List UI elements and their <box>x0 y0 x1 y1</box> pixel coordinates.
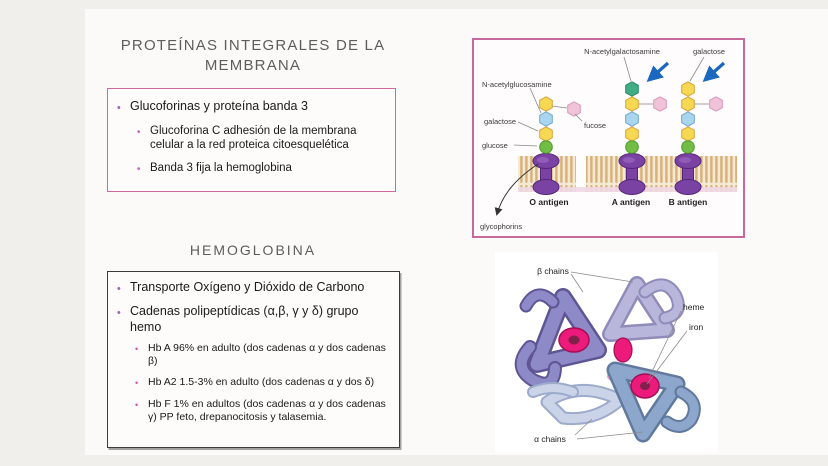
antigen-figure-svg <box>474 40 743 236</box>
bullet-item <box>117 279 393 297</box>
bullet-icon <box>137 124 150 140</box>
arrow-a-antigen-icon <box>650 63 668 79</box>
bullet-item <box>135 398 393 425</box>
label-b-antigen: B antigen <box>668 197 708 207</box>
pointer-line <box>571 274 583 292</box>
label-beta-chains: β chains <box>537 266 569 276</box>
bullet-text: Hb A 96% en adulto (dos cadenas α y dos cadenas β) <box>148 341 386 368</box>
bullet-icon <box>137 161 150 177</box>
pointer-line <box>690 57 704 81</box>
label-heme: heme <box>683 302 705 312</box>
bullet-item <box>117 98 387 116</box>
bullet-item <box>137 124 387 153</box>
heme-disc <box>559 328 589 352</box>
label-glucose: glucose <box>482 141 508 150</box>
hemoglobin-box <box>107 271 400 448</box>
section-title-hemoglobin: HEMOGLOBINA <box>189 242 317 258</box>
bullet-text: Glucoforinas y proteína banda 3 <box>130 99 308 113</box>
page-title: PROTEÍNAS INTEGRALES DE LA MEMBRANA <box>120 37 386 75</box>
bullet-icon <box>117 303 130 321</box>
bullet-text: Cadenas polipeptídicas (α,β, γ y δ) grupo hemo <box>130 303 359 334</box>
bullet-item <box>137 161 387 177</box>
bullet-icon <box>135 398 148 413</box>
bullet-text: Transporte Oxígeno y Dióxido de Carbono <box>130 280 365 294</box>
label-o-antigen: O antigen <box>529 197 569 207</box>
label-alpha-chains: α chains <box>534 434 566 444</box>
label-n-acetylglucosamine: N-acetylglucosamine <box>482 80 552 89</box>
membrane-proteins-box <box>107 88 396 192</box>
bullet-item <box>117 303 393 335</box>
antigen-figure <box>472 38 745 238</box>
pointer-line <box>571 272 633 282</box>
bullet-item <box>135 376 393 391</box>
pointer-line <box>518 122 538 131</box>
label-iron: iron <box>689 322 704 332</box>
bullet-icon <box>117 98 130 116</box>
hemoglobin-figure <box>495 252 718 453</box>
bullet-text: Hb F 1% en adultos (dos cadenas α y dos cadenas γ) PP feto, drepanocitosis y talasemia. <box>148 397 386 424</box>
label-galactose-top: galactose <box>692 47 726 56</box>
heme-disc <box>631 374 659 398</box>
alpha-chain-1 <box>533 388 620 419</box>
pointer-line <box>624 57 631 81</box>
beta-chain-2 <box>610 284 678 334</box>
bullet-text: Banda 3 fija la hemoglobina <box>150 162 292 175</box>
arrow-b-antigen-icon <box>706 63 724 79</box>
hemoglobin-figure-svg <box>495 252 718 453</box>
pointer-line <box>575 114 582 121</box>
bullet-icon <box>135 376 148 391</box>
label-a-antigen: A antigen <box>611 197 651 207</box>
bullet-item <box>135 342 393 369</box>
bullet-text: Hb A2 1.5-3% en adulto (dos cadenas α y dos δ) <box>148 375 375 388</box>
bullet-icon <box>117 279 130 297</box>
label-fucose: fucose <box>584 121 607 130</box>
label-galactose-left: galactose <box>484 117 517 126</box>
label-glycophorins: glycophorins <box>480 222 523 231</box>
pointer-line <box>514 145 537 146</box>
label-n-acetylgalactosamine: N-acetylgalactosamine <box>584 47 660 56</box>
bullet-icon <box>135 342 148 357</box>
bullet-text: Glucoforina C adhesión de la membrana celular a la red proteica citoesquelética <box>150 124 357 152</box>
pointer-line <box>577 432 643 439</box>
